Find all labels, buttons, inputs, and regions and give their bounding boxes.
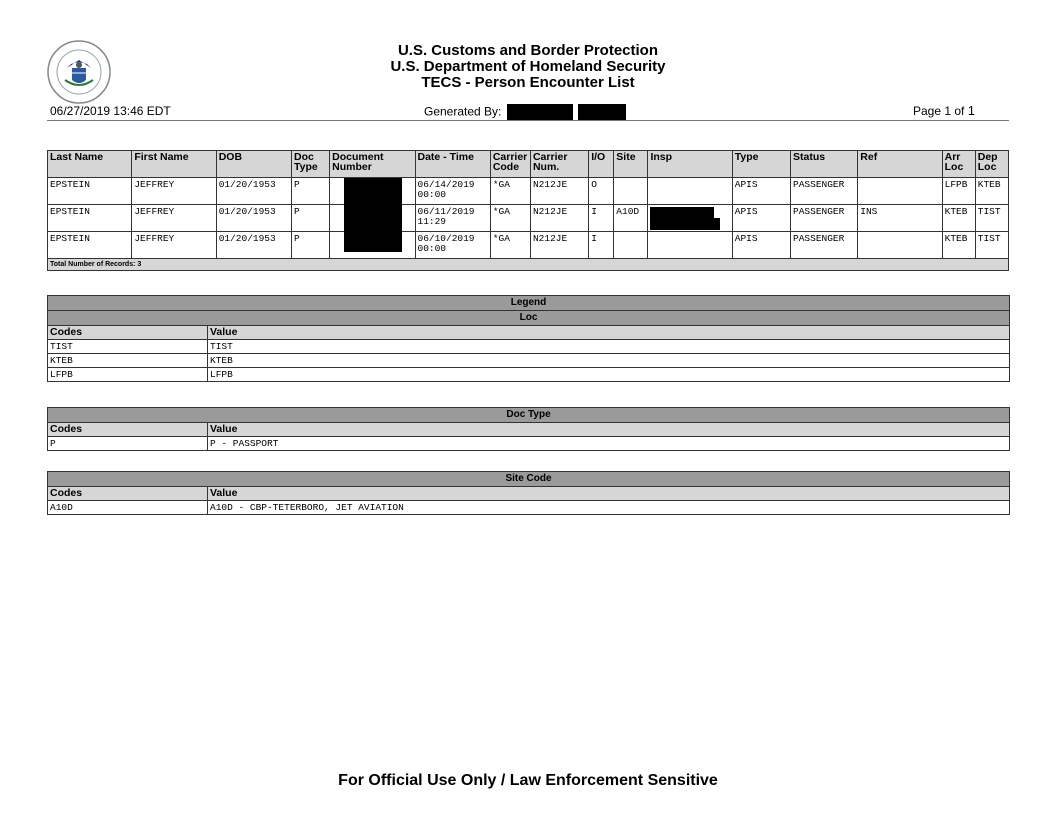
legend-loc-table [47,295,1010,382]
legend-value: A10D - CBP-TETERBORO, JET AVIATION [208,501,1010,515]
insp-cell [648,205,732,232]
value-header: Value [208,423,1010,437]
insp-cell [648,178,732,205]
legend-code: A10D [48,501,208,515]
total-row [48,259,1009,271]
agency-title: U.S. Customs and Border Protection [397,42,659,59]
legend-section-title: Site Code [48,472,1010,487]
col-header: Document Number [330,151,415,178]
legend-section-title: Loc [48,311,1010,326]
col-header: Date - Time [415,151,490,178]
first-name-cell: JEFFREY [132,178,216,205]
status-cell: PASSENGER [791,178,858,205]
col-header: Carrier Code [490,151,530,178]
arr-loc-cell: KTEB [942,205,975,232]
insp-cell [648,232,732,259]
doc-type-cell: P [292,178,330,205]
legend-row [48,340,1010,354]
legend-row [48,368,1010,382]
arr-loc-cell: LFPB [942,178,975,205]
doc-type-cell: P [292,232,330,259]
carrier-code-cell: *GA [490,178,530,205]
dep-loc-cell: KTEB [975,178,1008,205]
col-header: Insp [648,151,732,178]
type-cell: APIS [732,178,790,205]
document-number-cell [330,178,415,205]
status-cell: PASSENGER [791,205,858,232]
site-cell: A10D [614,205,648,232]
legend-value: TIST [208,340,1010,354]
carrier-num-cell: N212JE [530,205,588,232]
site-cell [614,178,648,205]
io-cell: I [589,205,614,232]
table-row [48,178,1009,205]
carrier-code-cell: *GA [490,232,530,259]
legend-code: P [48,437,208,451]
table-header-row [48,151,1009,178]
col-header: Type [732,151,790,178]
redaction-block [344,232,402,252]
first-name-cell: JEFFREY [132,205,216,232]
legend-code: KTEB [48,354,208,368]
generated-by [424,104,626,121]
value-header: Value [208,487,1010,501]
ref-cell: INS [858,205,942,232]
department-title: U.S. Department of Homeland Security [390,58,666,75]
page-total: 1 [967,103,975,118]
ref-cell [858,232,942,259]
date-time-cell: 06/14/2019 00:00 [415,178,490,205]
col-header: Carrier Num. [530,151,588,178]
encounter-table [47,150,1009,271]
ref-cell [858,178,942,205]
io-cell: I [589,232,614,259]
generated-by-label: Generated By: [424,104,502,119]
dob-cell: 01/20/1953 [216,232,291,259]
footer-classification: For Official Use Only / Law Enforcement Sensitive [338,772,718,789]
table-row [48,205,1009,232]
page-indicator [913,104,975,118]
legend-site-table [47,471,1010,515]
first-name-cell: JEFFREY [132,232,216,259]
col-header: First Name [132,151,216,178]
type-cell: APIS [732,232,790,259]
legend-code: TIST [48,340,208,354]
total-records: Total Number of Records: 3 [48,259,1009,271]
carrier-num-cell: N212JE [530,178,588,205]
last-name-cell: EPSTEIN [48,178,132,205]
col-header: Status [791,151,858,178]
carrier-num-cell: N212JE [530,232,588,259]
date-time-cell: 06/10/2019 00:00 [415,232,490,259]
report-timestamp: 06/27/2019 13:46 EDT [50,104,171,118]
legend-title: Legend [48,296,1010,311]
redaction-block [650,218,720,230]
legend-value: P - PASSPORT [208,437,1010,451]
col-header: Doc Type [292,151,330,178]
io-cell: O [589,178,614,205]
status-cell: PASSENGER [791,232,858,259]
legend-value: KTEB [208,354,1010,368]
table-row [48,232,1009,259]
dep-loc-cell: TIST [975,232,1008,259]
site-cell [614,232,648,259]
redaction-block [344,178,402,205]
arr-loc-cell: KTEB [942,232,975,259]
col-header: Last Name [48,151,132,178]
col-header: I/O [589,151,614,178]
col-header: Arr Loc [942,151,975,178]
dep-loc-cell: TIST [975,205,1008,232]
codes-header: Codes [48,487,208,501]
legend-row [48,501,1010,515]
doc-type-cell: P [292,205,330,232]
codes-header: Codes [48,326,208,340]
col-header: DOB [216,151,291,178]
document-number-cell [330,232,415,259]
legend-row [48,354,1010,368]
date-time-cell: 06/11/2019 11:29 [415,205,490,232]
col-header: Ref [858,151,942,178]
last-name-cell: EPSTEIN [48,205,132,232]
value-header: Value [208,326,1010,340]
dob-cell: 01/20/1953 [216,205,291,232]
legend-section-title: Doc Type [48,408,1010,423]
col-header: Site [614,151,648,178]
redaction-block [344,205,402,232]
last-name-cell: EPSTEIN [48,232,132,259]
col-header: Dep Loc [975,151,1008,178]
header-divider [47,120,1009,121]
legend-value: LFPB [208,368,1010,382]
report-title: TECS - Person Encounter List [421,74,635,91]
type-cell: APIS [732,205,790,232]
codes-header: Codes [48,423,208,437]
dob-cell: 01/20/1953 [216,178,291,205]
page-label: Page 1 of [913,104,968,118]
legend-code: LFPB [48,368,208,382]
legend-doctype-table [47,407,1010,451]
legend-row [48,437,1010,451]
redaction-block [578,104,626,121]
document-number-cell [330,205,415,232]
redaction-block [507,104,573,121]
carrier-code-cell: *GA [490,205,530,232]
